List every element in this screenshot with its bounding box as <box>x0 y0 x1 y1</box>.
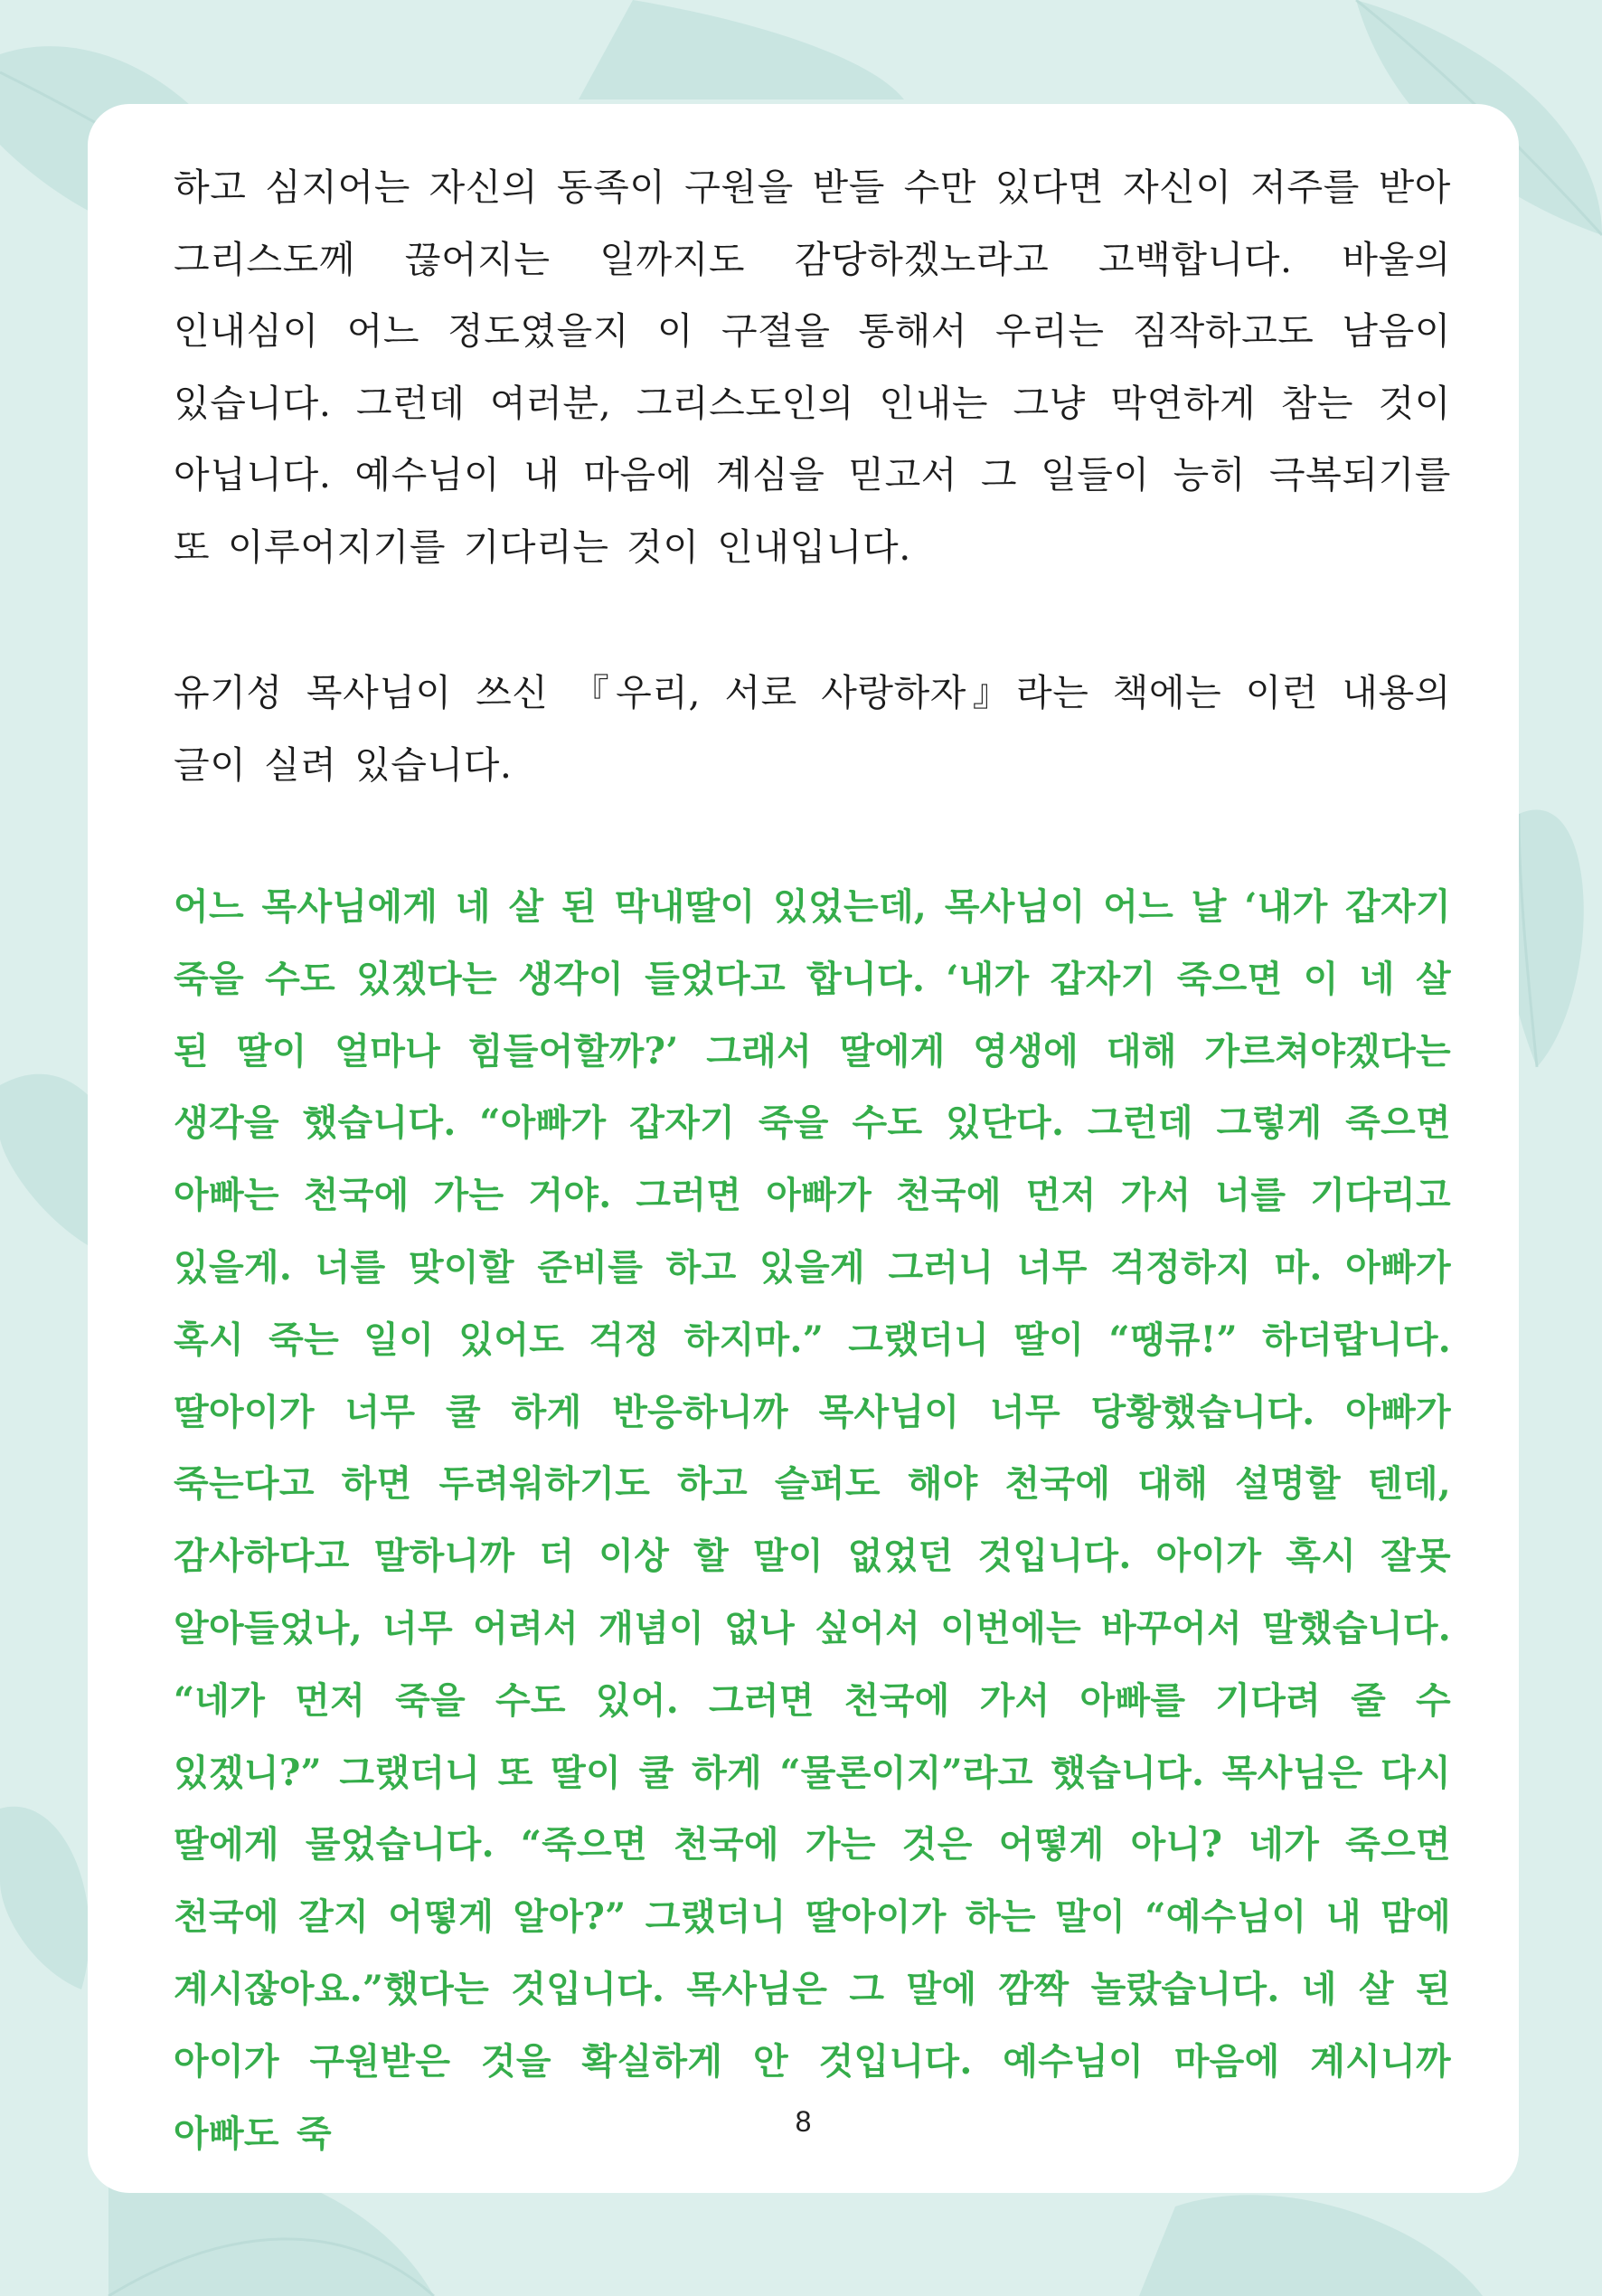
page-number: 8 <box>795 2105 812 2138</box>
body-text <box>174 152 1451 801</box>
quote-text <box>174 871 1451 2169</box>
paragraph-patience: 하고 심지어는 자신의 동족이 구원을 받들 수만 있다면 자신이 저주를 받아 그리스도께 끊어지는 일까지도 감당하겠노라고 고백합니다. 바울의 인내심이 어느 정도였을지 이 구절을 통해서 우리는 짐작하고도 남음이 있습니다. 그런데 여러분, 그리스도인의 인내는 그냥 막연하게 참는 것이 아닙니다. 예수님이 내 마음에 계심을 믿고서 그 일들이 능히 극복되기를 또 이루어지기를 기다리는 것이 인내입니다. <box>174 165 1451 569</box>
page-card <box>88 104 1519 2193</box>
paragraph-gap <box>174 583 1451 657</box>
paragraph-book-intro: 유기성 목사님이 쓰신 『우리, 서로 사랑하자』라는 책에는 이런 내용의 글이 실려 있습니다. <box>174 671 1451 787</box>
quote-paragraph: 어느 목사님에게 네 살 된 막내딸이 있었는데, 목사님이 어느 날 ‘내가 갑자기 죽을 수도 있겠다는 생각이 들었다고 합니다. ‘내가 갑자기 죽으면 이 네 살 된 딸이 얼마나 힘들어할까?’ 그래서 딸에게 영생에 대해 가르쳐야겠다는 생각을 했습니다. “아빠가 갑자기 죽을 수도 있단다. 그런데 그렇게 죽으면 아빠는 천국에 가는 거야. 그러면 아빠가 천국에 먼저 가서 너를 기다리고 있을게. 너를 맞이할 준비를 하고 있을게 그러니 너무 걱정하지 마. 아빠가 혹시 죽는 일이 있어도 걱정 하지마.” 그랬더니 딸이 “땡큐!” 하더랍니다. 딸아이가 너무 쿨 하게 반응하니까 목사님이 너무 당황했습니다. 아빠가 죽는다고 하면 두려워하기도 하고 슬퍼도 해야 천국에 대해 설명할 텐데, 감사하다고 말하니까 더 이상 할 말이 없었던 것입니다. 아이가 혹시 잘못 알아들었나, 너무 어려서 개념이 없나 싶어서 이번에는 바꾸어서 말했습니다. “네가 먼저 죽을 수도 있어. 그러면 천국에 가서 아빠를 기다려 줄 수 있겠니?” 그랬더니 또 딸이 쿨 하게 “물론이지”라고 했습니다. 목사님은 다시 딸에게 물었습니다. “죽으면 천국에 가는 것은 어떻게 아니? 네가 죽으면 천국에 갈지 어떻게 알아?” 그랬더니 딸아이가 하는 말이 “예수님이 내 맘에 계시잖아요.”했다는 것입니다. 목사님은 그 말에 깜짝 놀랐습니다. 네 살 된 아이가 구원받은 것을 확실하게 안 것입니다. 예수님이 마음에 계시니까 아빠도 죽 <box>174 885 1451 2155</box>
